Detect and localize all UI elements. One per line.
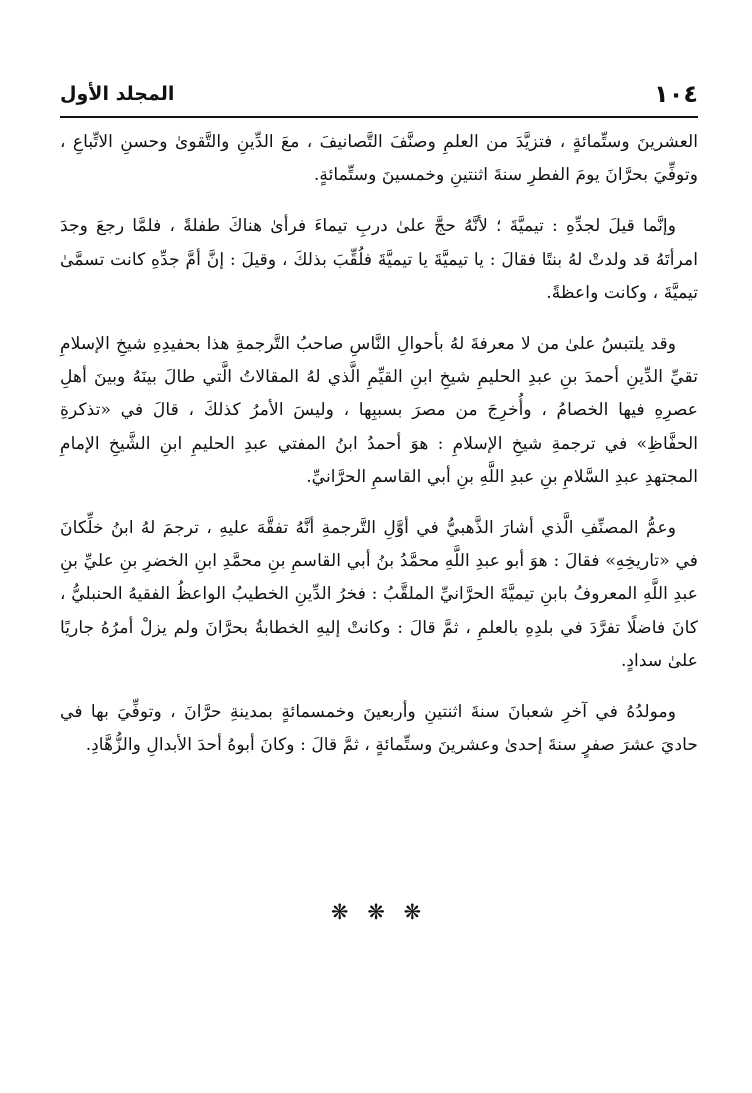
page-header <box>60 74 698 114</box>
page-body <box>60 126 698 780</box>
volume-title: المجلد الأول <box>60 83 175 105</box>
paragraph: العشرينَ وستِّمائةٍ ، فتزيَّدَ من العلمِ وصنَّفَ التَّصانيفَ ، معَ الدِّينِ والتَّقوىٰ وحسنِ الاتِّباعِ ، وتوفِّيَ بحرَّانَ يومَ الفطرِ سنةَ اثنتينِ وخمسينَ وستِّمائةٍ. <box>60 132 698 186</box>
paragraph: ومولدُهُ في آخرِ شعبانَ سنةَ اثنتينِ وأربعينَ وخمسمائةٍ بمدينةِ حرَّانَ ، وتوفِّيَ بها في حاديَ عشرَ صفرٍ سنةَ إحدىٰ وعشرينَ وستِّمائةٍ ، ثمَّ قالَ : وكانَ أبوهُ أحدَ الأبدالِ والزُّهَّادِ. <box>60 702 698 756</box>
book-page <box>60 0 698 1093</box>
paragraph: وإنَّما قيلَ لجدِّهِ : تيميَّةَ ؛ لأنَّهُ حجَّ علىٰ دربِ تيماءَ فرأىٰ هناكَ طفلةً ، فلمَّا رجعَ وجدَ امرأتَهُ قد ولدتْ لهُ بنتًا فقالَ : يا تيميَّةَ يا تيميَّةَ فلُقِّبَ بذلكَ ، وقيلَ : إنَّ أمَّ جدِّهِ كانت تسمَّىٰ تيميَّةَ ، وكانت واعظةً. <box>60 216 698 303</box>
page-number: ١٠٤ <box>654 80 698 108</box>
header-divider <box>60 116 698 118</box>
paragraph: وقد يلتبسُ علىٰ من لا معرفةَ لهُ بأحوالِ النَّاسِ صاحبُ التَّرجمةِ هذا بحفيدِهِ شيخِ الإسلامِ تقيِّ الدِّينِ أحمدَ بنِ عبدِ الحليمِ شيخِ ابنِ القيِّمِ الَّذي لهُ المقالاتُ الَّتي طالَ بينَهُ وبينَ أهلِ عصرِهِ فيها الخصامُ ، وأُخرِجَ من مصرَ بسببِها ، وليسَ الأمرُ كذلكَ ، قالَ في «تذكرةِ الحفَّاظِ» في ترجمةِ شيخِ الإسلامِ : هوَ أحمدُ ابنُ المفتي عبدِ الحليمِ ابنِ الشَّيخِ الإمامِ المجتهدِ عبدِ السَّلامِ بنِ عبدِ اللَّهِ بنِ أبي القاسمِ الحرَّانيِّ. <box>60 334 698 487</box>
paragraph: وعمُّ المصنِّفِ الَّذي أشارَ الذَّهبيُّ في أوَّلِ التَّرجمةِ أنَّهُ تفقَّهَ عليهِ ، ترجمَ لهُ ابنُ خلِّكانَ في «تاريخِهِ» فقالَ : هوَ أبو عبدِ اللَّهِ محمَّدُ بنُ أبي القاسمِ بنِ محمَّدِ ابنِ الخضرِ بنِ عليِّ بنِ عبدِ اللَّهِ المعروفُ بابنِ تيميَّةَ الحرَّانيِّ الملقَّبُ : فخرُ الدِّينِ الخطيبُ الواعظُ الفقيهُ الحنبليُّ ، كانَ فاضلًا تفرَّدَ في بلدِهِ بالعلمِ ، ثمَّ قالَ : وكانتْ إليهِ الخطابةُ بحرَّانَ ولم يزلْ أمرُهُ جاريًا علىٰ سدادٍ. <box>60 518 698 671</box>
section-end-ornament: ❋ ❋ ❋ <box>330 900 428 924</box>
